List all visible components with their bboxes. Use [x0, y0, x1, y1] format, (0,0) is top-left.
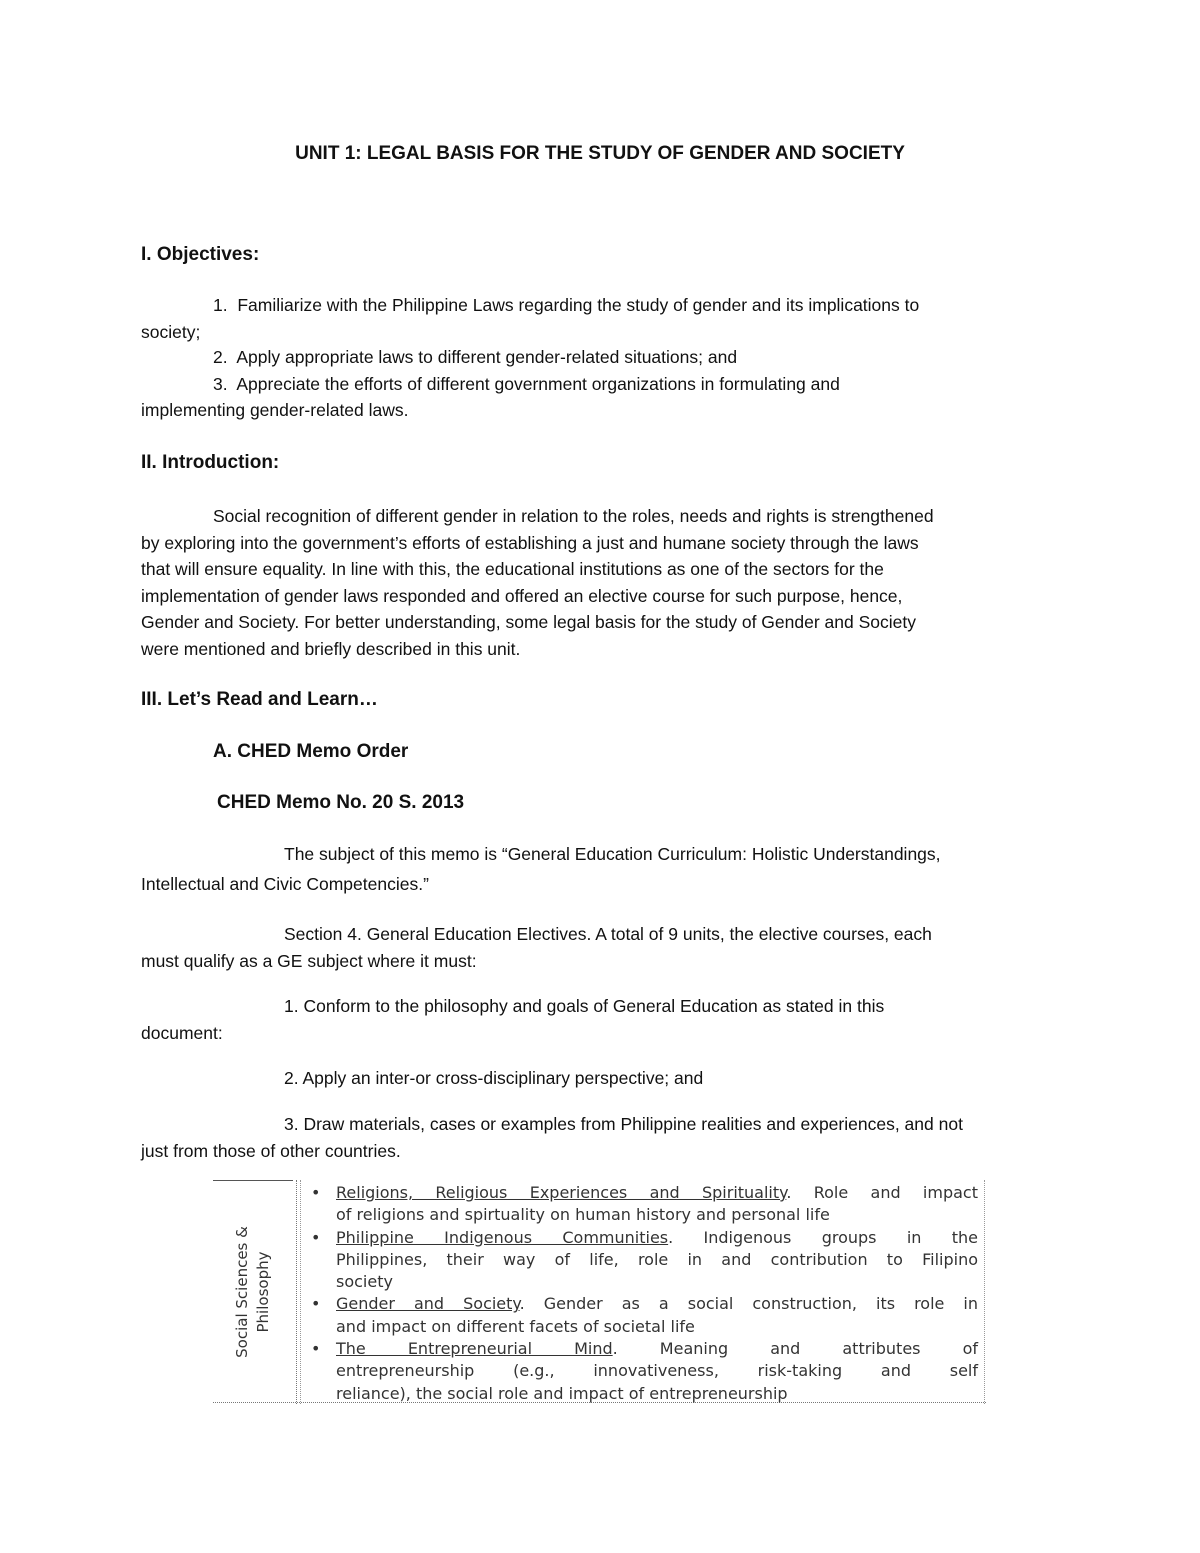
objective-2-text: Apply appropriate laws to different gender-related situations; and — [236, 347, 738, 367]
elective-course-list — [308, 1182, 978, 1405]
course-title: Religions, Religious Experiences and Spirituality — [336, 1183, 787, 1202]
objective-1-number: 1. — [213, 295, 228, 315]
intro-line-6: were mentioned and briefly described in this unit. — [141, 638, 521, 659]
course-desc-line: of religions and spirtuality on human history and personal life — [336, 1205, 830, 1225]
objective-3-number: 3. — [213, 374, 228, 394]
objective-3-text: Appreciate the efforts of different government organizations in formulating and — [236, 374, 840, 394]
intro-line-2: by exploring into the government’s efforts of establishing a just and humane society through the laws — [141, 532, 919, 553]
category-line-2: Philosophy — [254, 1251, 272, 1333]
bullet-icon: • — [311, 1294, 321, 1314]
course-line — [336, 1227, 978, 1249]
objectives-heading: I. Objectives: — [141, 244, 260, 265]
objective-2-number: 2. — [213, 347, 228, 367]
list-item — [308, 1293, 978, 1338]
table-right-border — [984, 1180, 985, 1404]
requirement-3-line-2: just from those of other countries. — [141, 1141, 401, 1161]
category-line-1: Social Sciences & — [233, 1226, 251, 1358]
ched-memo-number: CHED Memo No. 20 S. 2013 — [217, 792, 465, 813]
course-title: The Entrepreneurial Mind — [336, 1339, 613, 1359]
objective-3 — [213, 371, 840, 398]
course-desc-line: Philippines, their way of life, role in and contribution to Filipino — [336, 1249, 978, 1269]
list-item — [308, 1338, 978, 1405]
section-4-line-2: must qualify as a GE subject where it must: — [141, 951, 477, 971]
bullet-icon: • — [311, 1183, 321, 1202]
list-item — [308, 1227, 978, 1294]
table-top-rule — [213, 1180, 293, 1181]
section-4-line-1: Section 4. General Education Electives. A total of 9 units, the elective courses, each — [284, 924, 932, 944]
objective-2 — [213, 344, 737, 371]
course-desc-line: entrepreneurship (e.g., innovativeness, risk-taking and self — [336, 1361, 978, 1381]
course-desc: . Gender as a social construction, its role in — [519, 1294, 979, 1314]
objective-3-cont: implementing gender-related laws. — [141, 400, 409, 420]
table-divider — [296, 1180, 297, 1404]
course-desc-line: society — [336, 1272, 393, 1292]
bullet-icon: • — [311, 1227, 321, 1247]
requirement-1-line-2: document: — [141, 1023, 223, 1043]
course-line — [336, 1182, 978, 1204]
course-title: Philippine Indigenous Communities — [336, 1227, 669, 1247]
intro-line-1: Social recognition of different gender in relation to the roles, needs and rights is strengthened — [213, 506, 934, 526]
course-desc-line: reliance), the social role and impact of entrepreneurship — [336, 1383, 788, 1403]
list-item — [308, 1182, 978, 1227]
memo-subject-line-1: The subject of this memo is “General Education Curriculum: Holistic Understandings, — [284, 844, 941, 864]
course-desc: . Meaning and attributes of — [612, 1339, 978, 1359]
intro-line-5: Gender and Society. For better understanding, some legal basis for the study of Gender and Society — [141, 612, 916, 632]
course-desc-line: and impact on different facets of societal life — [336, 1316, 695, 1336]
intro-line-4: implementation of gender laws responded and offered an elective course for such purpose, hence, — [141, 585, 903, 606]
ge-electives-table-image — [213, 1180, 986, 1404]
course-line — [336, 1293, 978, 1315]
introduction-heading: II. Introduction: — [141, 452, 280, 473]
requirement-3-line-1: 3. Draw materials, cases or examples from Philippine realities and experiences, and not — [284, 1114, 963, 1134]
table-divider-inner — [300, 1180, 301, 1404]
course-line — [336, 1338, 978, 1360]
intro-line-3: that will ensure equality. In line with this, the educational institutions as one of the sectors for the — [141, 559, 884, 579]
course-desc: . Indigenous groups in the — [668, 1227, 978, 1247]
course-title: Gender and Society — [336, 1294, 520, 1314]
objective-1-cont: society; — [141, 322, 201, 342]
table-category-label — [232, 1226, 274, 1358]
requirement-2: 2. Apply an inter-or cross-disciplinary perspective; and — [284, 1068, 704, 1088]
read-learn-heading: III. Let’s Read and Learn… — [141, 689, 378, 710]
objective-1-text: Familiarize with the Philippine Laws regarding the study of gender and its implications to — [237, 295, 920, 315]
ched-memo-order-heading: A. CHED Memo Order — [213, 741, 409, 762]
memo-subject-line-2: Intellectual and Civic Competencies.” — [141, 874, 429, 894]
introduction-paragraph — [141, 503, 934, 662]
page-title: UNIT 1: LEGAL BASIS FOR THE STUDY OF GENDER AND SOCIETY — [295, 143, 905, 164]
requirement-1-line-1: 1. Conform to the philosophy and goals of General Education as stated in this — [284, 996, 885, 1016]
bullet-icon: • — [311, 1339, 321, 1359]
course-desc: . Role and impact — [786, 1183, 978, 1202]
objective-1 — [213, 292, 919, 319]
